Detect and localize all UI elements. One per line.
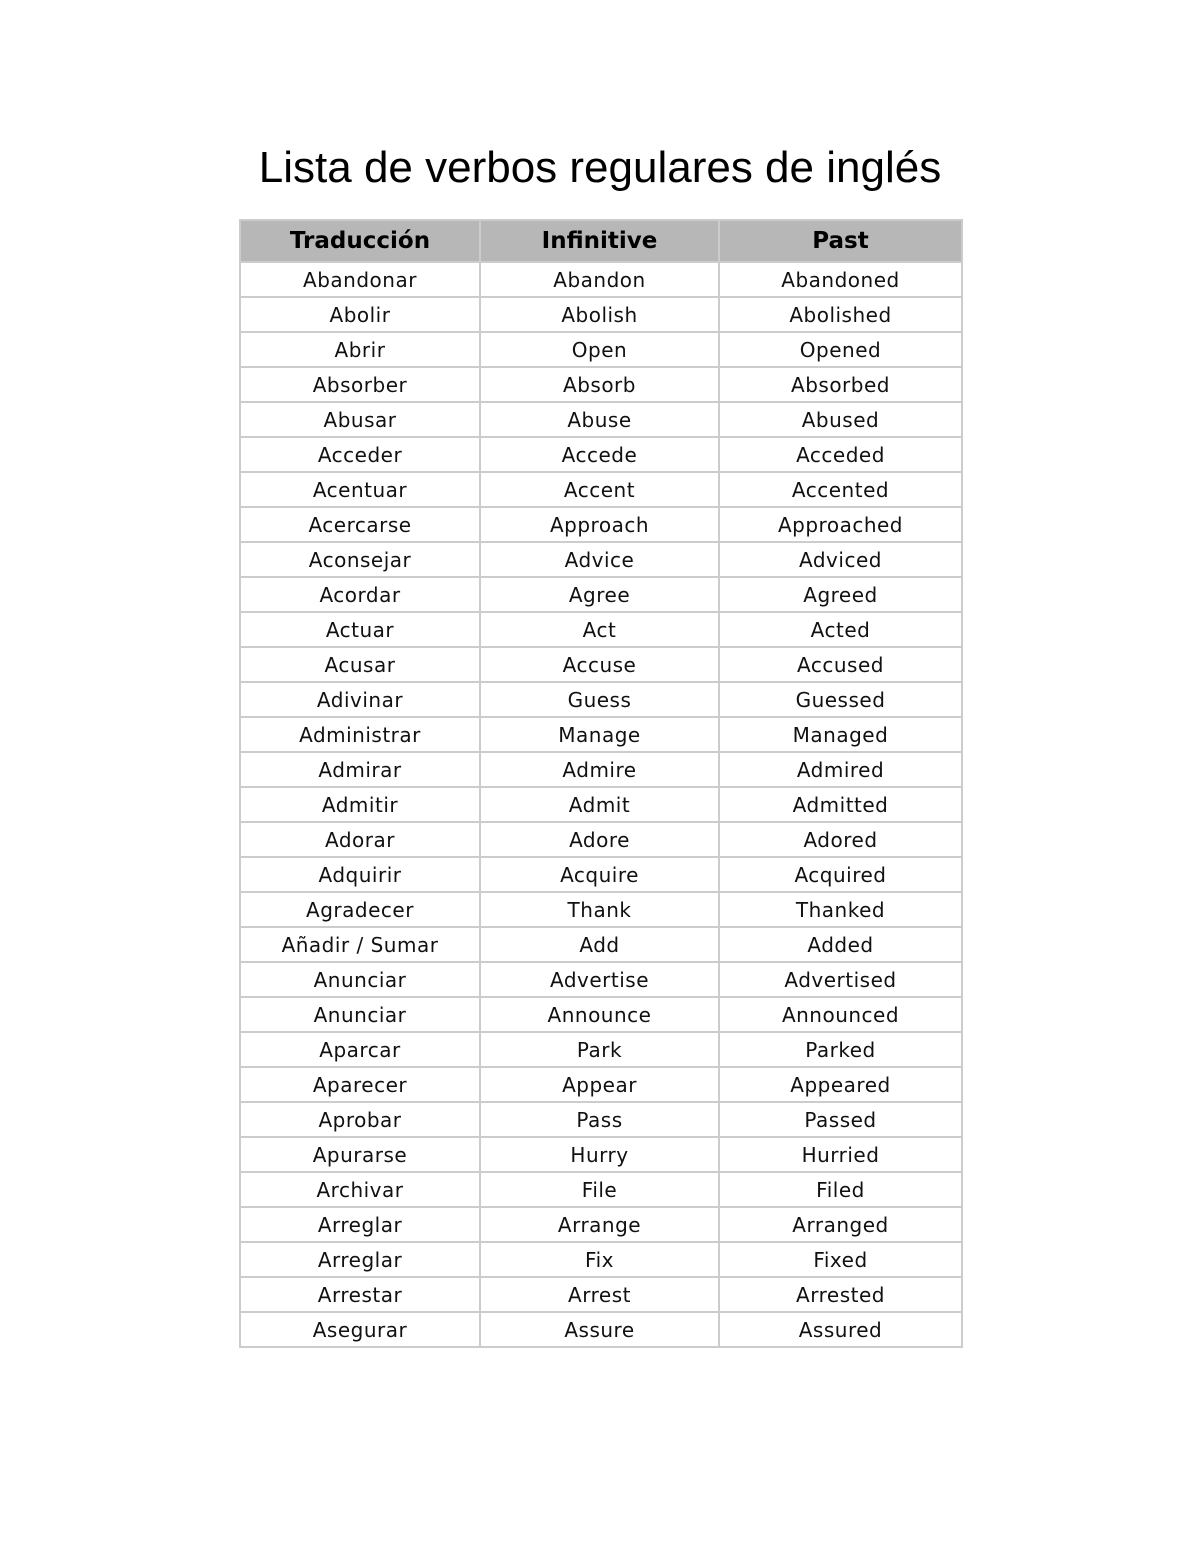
infinitive-cell: Arrange: [480, 1207, 719, 1242]
traduccion-cell: Acusar: [240, 647, 480, 682]
infinitive-cell: Assure: [480, 1312, 719, 1347]
traduccion-cell: Abrir: [240, 332, 480, 367]
table-row: [240, 1137, 962, 1172]
past-cell: Accented: [719, 472, 962, 507]
past-cell: Approached: [719, 507, 962, 542]
traduccion-cell: Arrestar: [240, 1277, 480, 1312]
table-row: [240, 1277, 962, 1312]
past-cell: Abolished: [719, 297, 962, 332]
past-cell: Adored: [719, 822, 962, 857]
verbs-table: [239, 219, 963, 1348]
infinitive-cell: Arrest: [480, 1277, 719, 1312]
table-row: [240, 822, 962, 857]
infinitive-cell: Accede: [480, 437, 719, 472]
table-row: [240, 717, 962, 752]
traduccion-cell: Asegurar: [240, 1312, 480, 1347]
table-row: [240, 1207, 962, 1242]
page-title: Lista de verbos regulares de inglés: [258, 143, 942, 192]
past-cell: Passed: [719, 1102, 962, 1137]
infinitive-cell: Hurry: [480, 1137, 719, 1172]
table-row: [240, 1032, 962, 1067]
past-cell: Announced: [719, 997, 962, 1032]
past-cell: Acquired: [719, 857, 962, 892]
past-cell: Absorbed: [719, 367, 962, 402]
traduccion-cell: Acentuar: [240, 472, 480, 507]
infinitive-cell: Advertise: [480, 962, 719, 997]
infinitive-cell: Abandon: [480, 262, 719, 297]
infinitive-cell: Admit: [480, 787, 719, 822]
traduccion-cell: Apurarse: [240, 1137, 480, 1172]
infinitive-cell: Agree: [480, 577, 719, 612]
table-row: [240, 647, 962, 682]
traduccion-cell: Acceder: [240, 437, 480, 472]
infinitive-cell: Act: [480, 612, 719, 647]
traduccion-cell: Aprobar: [240, 1102, 480, 1137]
past-cell: Thanked: [719, 892, 962, 927]
table-row: [240, 577, 962, 612]
infinitive-cell: Thank: [480, 892, 719, 927]
infinitive-cell: Add: [480, 927, 719, 962]
table-body: [240, 262, 962, 1347]
past-cell: Fixed: [719, 1242, 962, 1277]
past-cell: Acted: [719, 612, 962, 647]
past-cell: Agreed: [719, 577, 962, 612]
traduccion-cell: Aparcar: [240, 1032, 480, 1067]
table-row: [240, 1242, 962, 1277]
table-row: [240, 542, 962, 577]
traduccion-cell: Adquirir: [240, 857, 480, 892]
infinitive-cell: Guess: [480, 682, 719, 717]
past-cell: Added: [719, 927, 962, 962]
header-past: Past: [719, 220, 962, 262]
traduccion-cell: Admitir: [240, 787, 480, 822]
table-row: [240, 997, 962, 1032]
table-row: [240, 332, 962, 367]
header-infinitive: Infinitive: [480, 220, 719, 262]
traduccion-cell: Absorber: [240, 367, 480, 402]
table-row: [240, 1172, 962, 1207]
past-cell: Opened: [719, 332, 962, 367]
past-cell: Accused: [719, 647, 962, 682]
traduccion-cell: Anunciar: [240, 962, 480, 997]
infinitive-cell: Adore: [480, 822, 719, 857]
traduccion-cell: Añadir / Sumar: [240, 927, 480, 962]
traduccion-cell: Adorar: [240, 822, 480, 857]
infinitive-cell: Absorb: [480, 367, 719, 402]
traduccion-cell: Archivar: [240, 1172, 480, 1207]
traduccion-cell: Adivinar: [240, 682, 480, 717]
past-cell: Guessed: [719, 682, 962, 717]
past-cell: Appeared: [719, 1067, 962, 1102]
past-cell: Acceded: [719, 437, 962, 472]
past-cell: Abused: [719, 402, 962, 437]
past-cell: Filed: [719, 1172, 962, 1207]
table-row: [240, 1067, 962, 1102]
table-row: [240, 682, 962, 717]
past-cell: Arrested: [719, 1277, 962, 1312]
infinitive-cell: Admire: [480, 752, 719, 787]
past-cell: Parked: [719, 1032, 962, 1067]
traduccion-cell: Admirar: [240, 752, 480, 787]
table-row: [240, 297, 962, 332]
infinitive-cell: Accuse: [480, 647, 719, 682]
traduccion-cell: Acercarse: [240, 507, 480, 542]
table-header-row: [240, 220, 962, 262]
table-row: [240, 367, 962, 402]
table-row: [240, 437, 962, 472]
traduccion-cell: Aparecer: [240, 1067, 480, 1102]
table-row: [240, 507, 962, 542]
traduccion-cell: Arreglar: [240, 1207, 480, 1242]
traduccion-cell: Abolir: [240, 297, 480, 332]
traduccion-cell: Anunciar: [240, 997, 480, 1032]
infinitive-cell: Open: [480, 332, 719, 367]
infinitive-cell: Advice: [480, 542, 719, 577]
past-cell: Arranged: [719, 1207, 962, 1242]
traduccion-cell: Abandonar: [240, 262, 480, 297]
table-row: [240, 787, 962, 822]
table-row: [240, 892, 962, 927]
infinitive-cell: Manage: [480, 717, 719, 752]
past-cell: Hurried: [719, 1137, 962, 1172]
past-cell: Admired: [719, 752, 962, 787]
past-cell: Assured: [719, 1312, 962, 1347]
traduccion-cell: Arreglar: [240, 1242, 480, 1277]
infinitive-cell: Accent: [480, 472, 719, 507]
past-cell: Managed: [719, 717, 962, 752]
table-row: [240, 612, 962, 647]
infinitive-cell: Fix: [480, 1242, 719, 1277]
past-cell: Admitted: [719, 787, 962, 822]
table-row: [240, 402, 962, 437]
traduccion-cell: Aconsejar: [240, 542, 480, 577]
table-row: [240, 472, 962, 507]
infinitive-cell: File: [480, 1172, 719, 1207]
table-row: [240, 962, 962, 997]
past-cell: Abandoned: [719, 262, 962, 297]
past-cell: Advertised: [719, 962, 962, 997]
traduccion-cell: Abusar: [240, 402, 480, 437]
infinitive-cell: Abuse: [480, 402, 719, 437]
table-row: [240, 1102, 962, 1137]
infinitive-cell: Appear: [480, 1067, 719, 1102]
traduccion-cell: Actuar: [240, 612, 480, 647]
table-row: [240, 1312, 962, 1347]
infinitive-cell: Acquire: [480, 857, 719, 892]
table-row: [240, 262, 962, 297]
table-row: [240, 927, 962, 962]
infinitive-cell: Park: [480, 1032, 719, 1067]
traduccion-cell: Acordar: [240, 577, 480, 612]
past-cell: Adviced: [719, 542, 962, 577]
table-row: [240, 857, 962, 892]
traduccion-cell: Agradecer: [240, 892, 480, 927]
infinitive-cell: Pass: [480, 1102, 719, 1137]
header-traduccion: Traducción: [240, 220, 480, 262]
infinitive-cell: Announce: [480, 997, 719, 1032]
infinitive-cell: Abolish: [480, 297, 719, 332]
table-row: [240, 752, 962, 787]
infinitive-cell: Approach: [480, 507, 719, 542]
traduccion-cell: Administrar: [240, 717, 480, 752]
